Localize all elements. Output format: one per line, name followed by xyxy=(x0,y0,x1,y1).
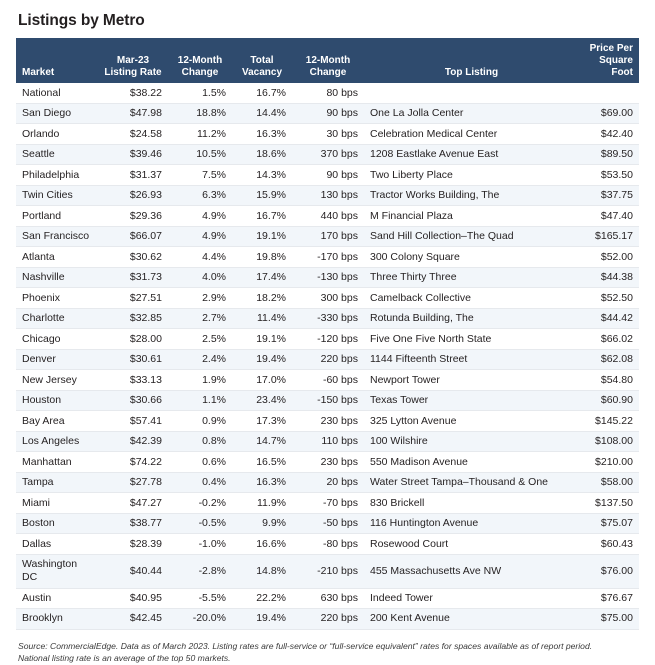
table-row xyxy=(16,431,639,452)
cell-market: San Francisco xyxy=(16,226,98,247)
cell-rate-change: 4.4% xyxy=(168,247,232,268)
cell-vacancy: 23.4% xyxy=(232,390,292,411)
cell-vacancy: 11.4% xyxy=(232,308,292,329)
table-body xyxy=(16,83,639,629)
table-row xyxy=(16,308,639,329)
table-row xyxy=(16,165,639,186)
cell-listing-rate: $38.22 xyxy=(98,83,168,103)
cell-listing-rate: $47.98 xyxy=(98,103,168,124)
cell-market: Boston xyxy=(16,513,98,534)
cell-rate-change: 1.9% xyxy=(168,370,232,391)
cell-rate-change: 10.5% xyxy=(168,144,232,165)
cell-listing-rate: $30.62 xyxy=(98,247,168,268)
cell-price-per-sqft: $76.67 xyxy=(579,588,639,609)
cell-price-per-sqft: $69.00 xyxy=(579,103,639,124)
cell-vacancy: 17.4% xyxy=(232,267,292,288)
cell-vacancy-change: 370 bps xyxy=(292,144,364,165)
cell-vacancy: 16.5% xyxy=(232,452,292,473)
cell-price-per-sqft: $137.50 xyxy=(579,493,639,514)
table-row xyxy=(16,472,639,493)
cell-market: Brooklyn xyxy=(16,609,98,630)
table-row xyxy=(16,588,639,609)
column-header-rate-change: 12-Month Change xyxy=(168,38,232,83)
cell-listing-rate: $27.78 xyxy=(98,472,168,493)
cell-rate-change: 6.3% xyxy=(168,185,232,206)
cell-market: San Diego xyxy=(16,103,98,124)
table-row xyxy=(16,247,639,268)
cell-price-per-sqft: $54.80 xyxy=(579,370,639,391)
cell-top-listing: Celebration Medical Center xyxy=(364,124,579,145)
cell-listing-rate: $38.77 xyxy=(98,513,168,534)
cell-market: Washington DC xyxy=(16,554,98,588)
cell-vacancy: 16.7% xyxy=(232,206,292,227)
cell-rate-change: -0.5% xyxy=(168,513,232,534)
cell-vacancy: 16.3% xyxy=(232,124,292,145)
cell-vacancy-change: -330 bps xyxy=(292,308,364,329)
cell-top-listing: 830 Brickell xyxy=(364,493,579,514)
cell-vacancy-change: -170 bps xyxy=(292,247,364,268)
cell-price-per-sqft: $53.50 xyxy=(579,165,639,186)
cell-rate-change: -5.5% xyxy=(168,588,232,609)
cell-vacancy-change: 110 bps xyxy=(292,431,364,452)
cell-vacancy-change: -120 bps xyxy=(292,329,364,350)
cell-top-listing: 325 Lytton Avenue xyxy=(364,411,579,432)
cell-top-listing: Tractor Works Building, The xyxy=(364,185,579,206)
cell-listing-rate: $57.41 xyxy=(98,411,168,432)
cell-top-listing xyxy=(364,83,579,103)
cell-listing-rate: $42.39 xyxy=(98,431,168,452)
cell-rate-change: 2.7% xyxy=(168,308,232,329)
listings-table xyxy=(16,38,639,630)
cell-price-per-sqft: $210.00 xyxy=(579,452,639,473)
cell-listing-rate: $29.36 xyxy=(98,206,168,227)
source-footnote: Source: CommercialEdge. Data as of March 2023. Listing rates are full-service or “full-service equivalent” rates for spaces available as of report period. National listing rate is an average of the top 50 markets. xyxy=(18,640,593,664)
cell-top-listing: Indeed Tower xyxy=(364,588,579,609)
table-row xyxy=(16,288,639,309)
cell-rate-change: 0.8% xyxy=(168,431,232,452)
cell-price-per-sqft: $165.17 xyxy=(579,226,639,247)
cell-vacancy: 14.7% xyxy=(232,431,292,452)
cell-vacancy-change: -50 bps xyxy=(292,513,364,534)
cell-top-listing: Texas Tower xyxy=(364,390,579,411)
cell-vacancy: 14.3% xyxy=(232,165,292,186)
cell-price-per-sqft: $62.08 xyxy=(579,349,639,370)
cell-top-listing: 200 Kent Avenue xyxy=(364,609,579,630)
cell-listing-rate: $28.00 xyxy=(98,329,168,350)
cell-rate-change: 2.5% xyxy=(168,329,232,350)
cell-price-per-sqft: $42.40 xyxy=(579,124,639,145)
cell-market: Chicago xyxy=(16,329,98,350)
cell-vacancy-change: 440 bps xyxy=(292,206,364,227)
cell-rate-change: 7.5% xyxy=(168,165,232,186)
column-header-top-listing: Top Listing xyxy=(364,38,579,83)
cell-market: Charlotte xyxy=(16,308,98,329)
cell-listing-rate: $47.27 xyxy=(98,493,168,514)
cell-rate-change: 0.4% xyxy=(168,472,232,493)
cell-top-listing: Sand Hill Collection–The Quad xyxy=(364,226,579,247)
table-row xyxy=(16,370,639,391)
cell-vacancy-change: 80 bps xyxy=(292,83,364,103)
cell-vacancy: 19.8% xyxy=(232,247,292,268)
cell-listing-rate: $42.45 xyxy=(98,609,168,630)
table-row xyxy=(16,206,639,227)
cell-top-listing: 100 Wilshire xyxy=(364,431,579,452)
cell-vacancy: 19.1% xyxy=(232,329,292,350)
cell-vacancy: 18.6% xyxy=(232,144,292,165)
table-row xyxy=(16,144,639,165)
cell-listing-rate: $30.66 xyxy=(98,390,168,411)
cell-market: Orlando xyxy=(16,124,98,145)
column-header-price-per-sqft: Price Per Square Foot xyxy=(579,38,639,83)
cell-vacancy: 22.2% xyxy=(232,588,292,609)
cell-top-listing: Three Thirty Three xyxy=(364,267,579,288)
cell-top-listing: Newport Tower xyxy=(364,370,579,391)
table-row xyxy=(16,124,639,145)
cell-market: Twin Cities xyxy=(16,185,98,206)
cell-vacancy-change: 30 bps xyxy=(292,124,364,145)
cell-top-listing: 550 Madison Avenue xyxy=(364,452,579,473)
cell-vacancy-change: -70 bps xyxy=(292,493,364,514)
cell-market: Phoenix xyxy=(16,288,98,309)
cell-vacancy-change: 90 bps xyxy=(292,165,364,186)
cell-price-per-sqft: $37.75 xyxy=(579,185,639,206)
page-title: Listings by Metro xyxy=(18,12,145,29)
cell-vacancy-change: 230 bps xyxy=(292,452,364,473)
cell-rate-change: -1.0% xyxy=(168,534,232,555)
cell-listing-rate: $28.39 xyxy=(98,534,168,555)
cell-rate-change: 4.9% xyxy=(168,206,232,227)
cell-rate-change: 0.9% xyxy=(168,411,232,432)
cell-listing-rate: $74.22 xyxy=(98,452,168,473)
cell-vacancy: 14.4% xyxy=(232,103,292,124)
cell-vacancy: 17.0% xyxy=(232,370,292,391)
cell-listing-rate: $66.07 xyxy=(98,226,168,247)
cell-vacancy-change: 220 bps xyxy=(292,349,364,370)
cell-listing-rate: $39.46 xyxy=(98,144,168,165)
cell-vacancy-change: 300 bps xyxy=(292,288,364,309)
cell-price-per-sqft: $58.00 xyxy=(579,472,639,493)
cell-rate-change: -2.8% xyxy=(168,554,232,588)
cell-vacancy-change: -60 bps xyxy=(292,370,364,391)
cell-top-listing: Water Street Tampa–Thousand & One xyxy=(364,472,579,493)
cell-vacancy-change: 630 bps xyxy=(292,588,364,609)
cell-listing-rate: $40.44 xyxy=(98,554,168,588)
cell-vacancy-change: 230 bps xyxy=(292,411,364,432)
table-header-row xyxy=(16,38,639,83)
cell-market: Atlanta xyxy=(16,247,98,268)
cell-vacancy-change: 220 bps xyxy=(292,609,364,630)
table-row xyxy=(16,103,639,124)
table-row xyxy=(16,390,639,411)
cell-vacancy: 15.9% xyxy=(232,185,292,206)
cell-price-per-sqft xyxy=(579,83,639,103)
cell-vacancy: 19.4% xyxy=(232,609,292,630)
table-row xyxy=(16,83,639,103)
cell-vacancy-change: -80 bps xyxy=(292,534,364,555)
table-row xyxy=(16,349,639,370)
table-row xyxy=(16,493,639,514)
cell-rate-change: 11.2% xyxy=(168,124,232,145)
table-row xyxy=(16,411,639,432)
cell-listing-rate: $40.95 xyxy=(98,588,168,609)
cell-rate-change: 2.9% xyxy=(168,288,232,309)
cell-market: Nashville xyxy=(16,267,98,288)
cell-rate-change: -20.0% xyxy=(168,609,232,630)
cell-market: New Jersey xyxy=(16,370,98,391)
cell-rate-change: 2.4% xyxy=(168,349,232,370)
cell-rate-change: -0.2% xyxy=(168,493,232,514)
cell-market: Portland xyxy=(16,206,98,227)
cell-top-listing: 1144 Fifteenth Street xyxy=(364,349,579,370)
table-row xyxy=(16,329,639,350)
cell-vacancy: 18.2% xyxy=(232,288,292,309)
cell-vacancy: 11.9% xyxy=(232,493,292,514)
cell-market: Manhattan xyxy=(16,452,98,473)
cell-top-listing: 1208 Eastlake Avenue East xyxy=(364,144,579,165)
column-header-vacancy-change: 12-Month Change xyxy=(292,38,364,83)
table-row xyxy=(16,452,639,473)
cell-price-per-sqft: $60.90 xyxy=(579,390,639,411)
cell-market: Denver xyxy=(16,349,98,370)
cell-listing-rate: $32.85 xyxy=(98,308,168,329)
cell-listing-rate: $31.73 xyxy=(98,267,168,288)
cell-price-per-sqft: $52.50 xyxy=(579,288,639,309)
cell-market: Miami xyxy=(16,493,98,514)
cell-vacancy-change: 20 bps xyxy=(292,472,364,493)
cell-top-listing: One La Jolla Center xyxy=(364,103,579,124)
cell-vacancy-change: -210 bps xyxy=(292,554,364,588)
cell-vacancy: 14.8% xyxy=(232,554,292,588)
cell-vacancy: 16.3% xyxy=(232,472,292,493)
table-row xyxy=(16,185,639,206)
cell-listing-rate: $31.37 xyxy=(98,165,168,186)
cell-top-listing: Camelback Collective xyxy=(364,288,579,309)
cell-price-per-sqft: $145.22 xyxy=(579,411,639,432)
cell-listing-rate: $24.58 xyxy=(98,124,168,145)
cell-top-listing: Five One Five North State xyxy=(364,329,579,350)
cell-market: Dallas xyxy=(16,534,98,555)
cell-price-per-sqft: $75.00 xyxy=(579,609,639,630)
cell-top-listing: Rotunda Building, The xyxy=(364,308,579,329)
cell-market: Houston xyxy=(16,390,98,411)
cell-price-per-sqft: $52.00 xyxy=(579,247,639,268)
cell-market: Los Angeles xyxy=(16,431,98,452)
cell-listing-rate: $30.61 xyxy=(98,349,168,370)
table-row xyxy=(16,609,639,630)
cell-price-per-sqft: $66.02 xyxy=(579,329,639,350)
cell-price-per-sqft: $108.00 xyxy=(579,431,639,452)
cell-price-per-sqft: $60.43 xyxy=(579,534,639,555)
cell-listing-rate: $26.93 xyxy=(98,185,168,206)
cell-vacancy-change: -130 bps xyxy=(292,267,364,288)
table-row xyxy=(16,226,639,247)
cell-price-per-sqft: $44.42 xyxy=(579,308,639,329)
table-row xyxy=(16,513,639,534)
cell-vacancy: 19.4% xyxy=(232,349,292,370)
cell-vacancy-change: 170 bps xyxy=(292,226,364,247)
table-row xyxy=(16,554,639,588)
cell-top-listing: 300 Colony Square xyxy=(364,247,579,268)
cell-rate-change: 4.0% xyxy=(168,267,232,288)
cell-vacancy: 9.9% xyxy=(232,513,292,534)
cell-top-listing: 116 Huntington Avenue xyxy=(364,513,579,534)
cell-rate-change: 1.1% xyxy=(168,390,232,411)
cell-rate-change: 1.5% xyxy=(168,83,232,103)
cell-price-per-sqft: $44.38 xyxy=(579,267,639,288)
cell-price-per-sqft: $76.00 xyxy=(579,554,639,588)
cell-market: Philadelphia xyxy=(16,165,98,186)
cell-vacancy: 17.3% xyxy=(232,411,292,432)
cell-top-listing: Rosewood Court xyxy=(364,534,579,555)
table-row xyxy=(16,534,639,555)
cell-market: National xyxy=(16,83,98,103)
cell-vacancy-change: 90 bps xyxy=(292,103,364,124)
cell-top-listing: M Financial Plaza xyxy=(364,206,579,227)
cell-rate-change: 18.8% xyxy=(168,103,232,124)
cell-top-listing: 455 Massachusetts Ave NW xyxy=(364,554,579,588)
column-header-market: Market xyxy=(16,38,98,83)
cell-vacancy: 19.1% xyxy=(232,226,292,247)
table-header xyxy=(16,38,639,83)
cell-vacancy: 16.7% xyxy=(232,83,292,103)
cell-market: Seattle xyxy=(16,144,98,165)
cell-vacancy: 16.6% xyxy=(232,534,292,555)
cell-vacancy-change: 130 bps xyxy=(292,185,364,206)
cell-rate-change: 4.9% xyxy=(168,226,232,247)
cell-top-listing: Two Liberty Place xyxy=(364,165,579,186)
column-header-vacancy: Total Vacancy xyxy=(232,38,292,83)
table-row xyxy=(16,267,639,288)
cell-market: Austin xyxy=(16,588,98,609)
cell-listing-rate: $27.51 xyxy=(98,288,168,309)
cell-market: Tampa xyxy=(16,472,98,493)
cell-vacancy-change: -150 bps xyxy=(292,390,364,411)
cell-price-per-sqft: $89.50 xyxy=(579,144,639,165)
cell-listing-rate: $33.13 xyxy=(98,370,168,391)
cell-rate-change: 0.6% xyxy=(168,452,232,473)
cell-price-per-sqft: $75.07 xyxy=(579,513,639,534)
cell-price-per-sqft: $47.40 xyxy=(579,206,639,227)
cell-market: Bay Area xyxy=(16,411,98,432)
column-header-listing-rate: Mar-23 Listing Rate xyxy=(98,38,168,83)
